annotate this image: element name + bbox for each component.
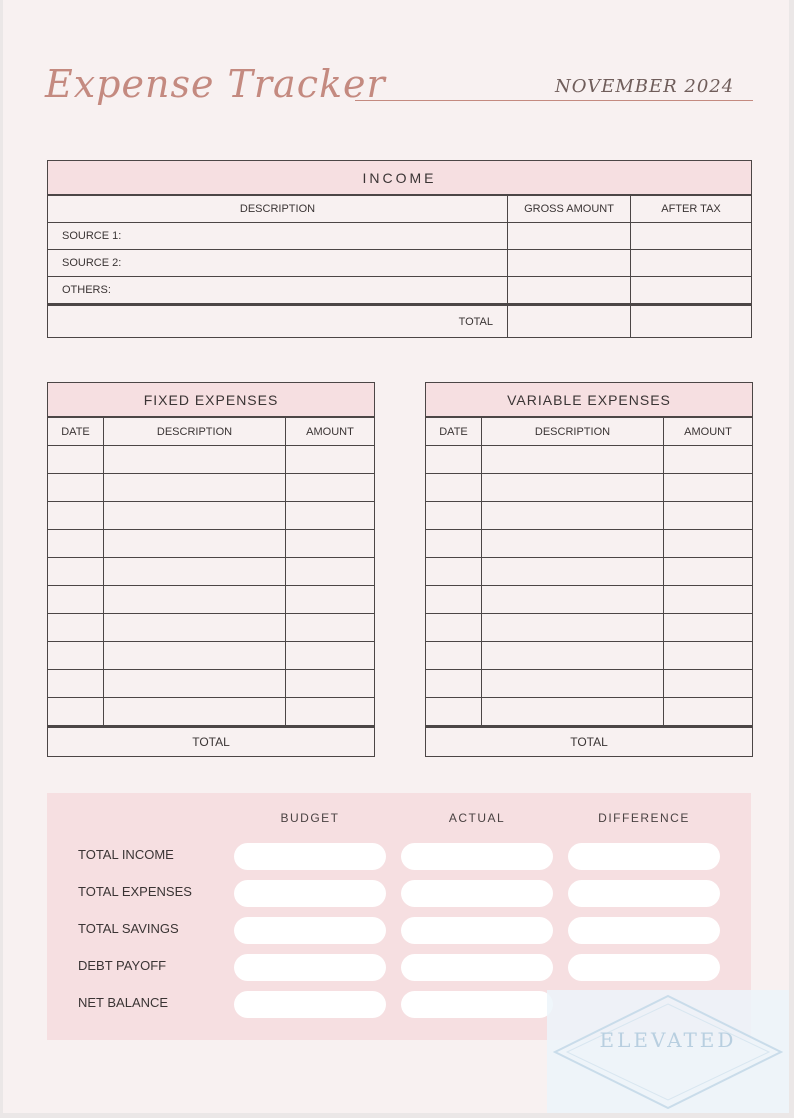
date-cell[interactable] [426, 642, 482, 670]
description-cell[interactable] [104, 474, 286, 502]
description-cell[interactable] [482, 586, 664, 614]
difference-field[interactable] [568, 954, 720, 981]
summary-label-net-balance: NET BALANCE [78, 995, 169, 1010]
description-cell[interactable] [104, 558, 286, 586]
income-source-2-label: SOURCE 2: [48, 250, 508, 277]
amount-cell[interactable] [286, 530, 375, 558]
amount-cell[interactable] [664, 670, 753, 698]
date-cell[interactable] [48, 698, 104, 727]
income-title: INCOME [48, 161, 752, 196]
budget-field[interactable] [234, 843, 386, 870]
date-cell[interactable] [426, 502, 482, 530]
income-col-description: DESCRIPTION [48, 195, 508, 223]
expense-row [48, 586, 375, 614]
description-cell[interactable] [482, 530, 664, 558]
amount-cell[interactable] [664, 558, 753, 586]
expense-row [48, 670, 375, 698]
amount-cell[interactable] [286, 670, 375, 698]
summary-label-debt-payoff: DEBT PAYOFF [78, 958, 167, 973]
budget-field[interactable] [234, 991, 386, 1018]
date-cell[interactable] [48, 446, 104, 474]
date-cell[interactable] [426, 614, 482, 642]
fixed-expenses-title: FIXED EXPENSES [48, 383, 375, 418]
expense-row [48, 698, 375, 727]
description-cell[interactable] [104, 502, 286, 530]
actual-field[interactable] [401, 991, 553, 1018]
fixed-col-description: DESCRIPTION [104, 417, 286, 446]
variable-expenses-table [425, 382, 753, 757]
income-total-label: TOTAL [48, 305, 508, 338]
date-cell[interactable] [426, 446, 482, 474]
description-cell[interactable] [482, 502, 664, 530]
date-cell[interactable] [426, 670, 482, 698]
date-cell[interactable] [48, 642, 104, 670]
description-cell[interactable] [104, 614, 286, 642]
date-cell[interactable] [48, 586, 104, 614]
description-cell[interactable] [482, 642, 664, 670]
watermark-text: ELEVATED [599, 1028, 737, 1052]
description-cell[interactable] [104, 670, 286, 698]
amount-cell[interactable] [664, 446, 753, 474]
income-gross-cell[interactable] [508, 223, 631, 250]
summary-col-difference: DIFFERENCE [598, 811, 690, 825]
income-row [48, 223, 752, 250]
income-after-tax-cell[interactable] [631, 277, 752, 305]
date-cell[interactable] [426, 698, 482, 727]
variable-col-date: DATE [426, 417, 482, 446]
actual-field[interactable] [401, 954, 553, 981]
income-col-after-tax: AFTER TAX [631, 195, 752, 223]
income-row [48, 277, 752, 305]
expense-row [426, 614, 753, 642]
date-cell[interactable] [48, 558, 104, 586]
budget-field[interactable] [234, 917, 386, 944]
description-cell[interactable] [482, 670, 664, 698]
description-cell[interactable] [104, 586, 286, 614]
description-cell[interactable] [482, 614, 664, 642]
date-cell[interactable] [426, 474, 482, 502]
amount-cell[interactable] [286, 698, 375, 727]
expense-row [48, 446, 375, 474]
income-gross-cell[interactable] [508, 250, 631, 277]
amount-cell[interactable] [286, 614, 375, 642]
fixed-total-label: TOTAL [48, 727, 375, 757]
expense-row [48, 642, 375, 670]
income-total-after-tax-cell[interactable] [631, 305, 752, 338]
date-cell[interactable] [48, 530, 104, 558]
expense-row [48, 530, 375, 558]
expense-row [426, 698, 753, 727]
expense-row [48, 558, 375, 586]
expense-row [48, 474, 375, 502]
description-cell[interactable] [104, 446, 286, 474]
difference-field[interactable] [568, 843, 720, 870]
income-row [48, 250, 752, 277]
income-source-1-label: SOURCE 1: [48, 223, 508, 250]
expense-row [48, 614, 375, 642]
amount-cell[interactable] [664, 586, 753, 614]
amount-cell[interactable] [286, 586, 375, 614]
fixed-col-date: DATE [48, 417, 104, 446]
summary-label-total-savings: TOTAL SAVINGS [78, 921, 179, 936]
expense-row [426, 530, 753, 558]
description-cell[interactable] [104, 698, 286, 727]
title-underline [355, 100, 753, 101]
expense-row [48, 502, 375, 530]
description-cell[interactable] [482, 446, 664, 474]
variable-total-label: TOTAL [426, 727, 753, 757]
page-title: Expense Tracker [45, 62, 386, 106]
variable-expense-rows [426, 446, 753, 727]
amount-cell[interactable] [286, 502, 375, 530]
income-total-gross-cell[interactable] [508, 305, 631, 338]
income-table [47, 160, 752, 338]
description-cell[interactable] [104, 642, 286, 670]
expense-row [426, 502, 753, 530]
difference-field[interactable] [568, 917, 720, 944]
summary-col-actual: ACTUAL [448, 811, 506, 825]
fixed-expense-rows [48, 446, 375, 727]
expense-row [426, 642, 753, 670]
summary-label-total-income: TOTAL INCOME [78, 847, 174, 862]
expense-tracker-page [3, 0, 789, 1113]
actual-field[interactable] [401, 917, 553, 944]
actual-field[interactable] [401, 880, 553, 907]
amount-cell[interactable] [286, 474, 375, 502]
difference-field[interactable] [568, 880, 720, 907]
budget-field[interactable] [234, 880, 386, 907]
description-cell[interactable] [482, 698, 664, 727]
income-gross-cell[interactable] [508, 277, 631, 305]
income-others-label: OTHERS: [48, 277, 508, 305]
month-label: NOVEMBER 2024 [555, 76, 735, 97]
description-cell[interactable] [482, 474, 664, 502]
summary-label-total-expenses: TOTAL EXPENSES [78, 884, 192, 899]
date-cell[interactable] [426, 558, 482, 586]
income-after-tax-cell[interactable] [631, 223, 752, 250]
variable-col-description: DESCRIPTION [482, 417, 664, 446]
amount-cell[interactable] [286, 446, 375, 474]
amount-cell[interactable] [664, 474, 753, 502]
amount-cell[interactable] [286, 558, 375, 586]
income-after-tax-cell[interactable] [631, 250, 752, 277]
amount-cell[interactable] [664, 530, 753, 558]
fixed-col-amount: AMOUNT [286, 417, 375, 446]
summary-col-budget: BUDGET [280, 811, 340, 825]
variable-col-amount: AMOUNT [664, 417, 753, 446]
amount-cell[interactable] [664, 502, 753, 530]
expense-row [426, 586, 753, 614]
amount-cell[interactable] [664, 614, 753, 642]
description-cell[interactable] [104, 530, 286, 558]
date-cell[interactable] [426, 586, 482, 614]
date-cell[interactable] [48, 670, 104, 698]
expense-row [426, 558, 753, 586]
date-cell[interactable] [48, 502, 104, 530]
date-cell[interactable] [426, 530, 482, 558]
date-cell[interactable] [48, 614, 104, 642]
expense-row [426, 446, 753, 474]
amount-cell[interactable] [664, 698, 753, 727]
expense-row [426, 474, 753, 502]
expense-row [426, 670, 753, 698]
budget-field[interactable] [234, 954, 386, 981]
fixed-expenses-table [47, 382, 375, 757]
amount-cell[interactable] [664, 642, 753, 670]
income-col-gross: GROSS AMOUNT [508, 195, 631, 223]
variable-expenses-title: VARIABLE EXPENSES [426, 383, 753, 418]
amount-cell[interactable] [286, 642, 375, 670]
date-cell[interactable] [48, 474, 104, 502]
watermark-logo [547, 990, 789, 1113]
description-cell[interactable] [482, 558, 664, 586]
actual-field[interactable] [401, 843, 553, 870]
